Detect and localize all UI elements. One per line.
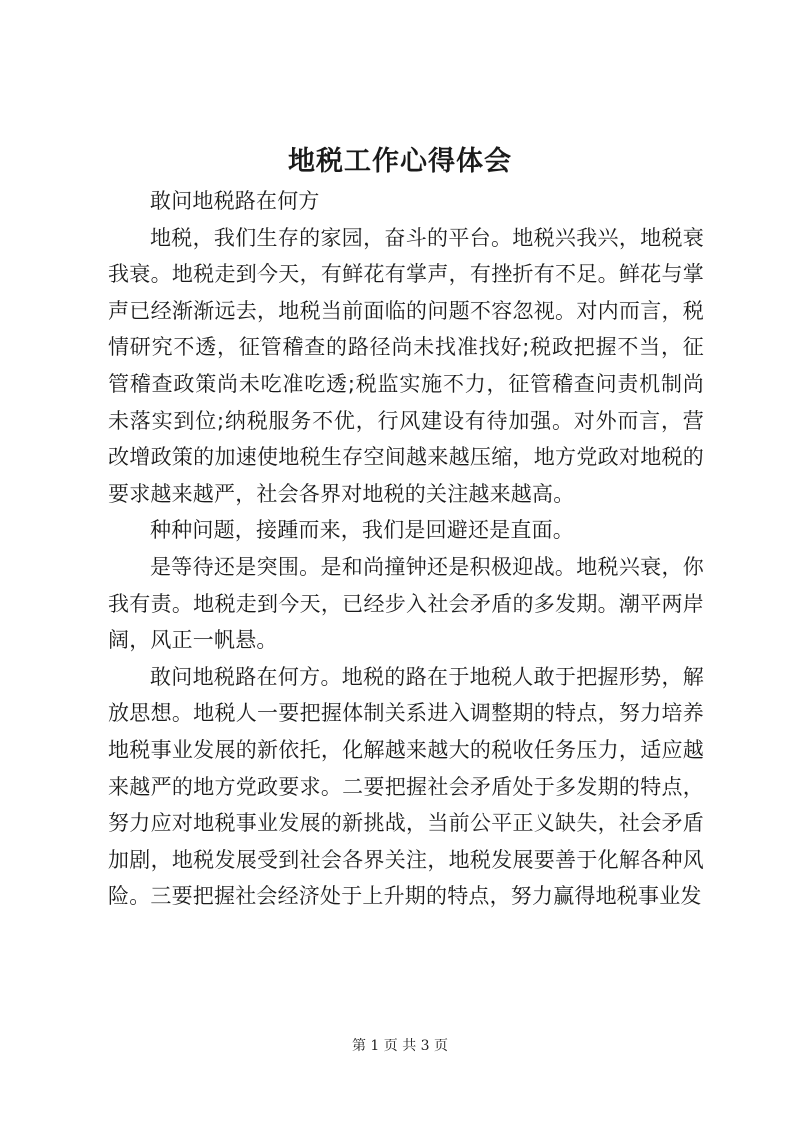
paragraph: 是等待还是突围。是和尚撞钟还是积极迎战。地税兴衰，你我有责。地税走到今天，已经步入社会矛盾的多发期。潮平两岸阔，风正一帆悬。 [108,554,704,653]
document-title: 地税工作心得体会 [288,146,512,177]
document-body [108,183,704,915]
paragraph: 敢问地税路在何方 [150,189,320,213]
paragraph: 种种问题，接踵而来，我们是回避还是直面。 [150,518,574,543]
paragraph: 地税，我们生存的家园，奋斗的平台。地税兴我兴，地税衰我衰。地税走到今天，有鲜花有掌声，有挫折有不足。鲜花与掌声已经渐渐远去，地税当前面临的问题不容忽视。对内而言，税情研究不透，征管稽查的路径尚未找准找好;税政把握不当，征管稽查政策尚未吃准吃透;税监实施不力，征管稽查问责机制尚未落实到位;纳税服务不优，行风建设有待加强。对外而言，营改增政策的加速使地税生存空间越来越压缩，地方党政对地税的要求越来越严，社会各界对地税的关注越来越高。 [108,225,704,506]
paragraph: 敢问地税路在何方。地税的路在于地税人敢于把握形势，解放思想。地税人一要把握体制关系进入调整期的特点，努力培养地税事业发展的新依托，化解越来越大的税收任务压力，适应越来越严的地方党政要求。二要把握社会矛盾处于多发期的特点，努力应对地税事业发展的新挑战，当前公平正义缺失，社会矛盾加剧，地税发展受到社会各界关注，地税发展要善于化解各种风险。三要把握社会经济处于上升期的特点，努力赢得地税事业发 [108,664,704,909]
page-number-footer: 第 1 页 共 3 页 [351,1038,449,1054]
